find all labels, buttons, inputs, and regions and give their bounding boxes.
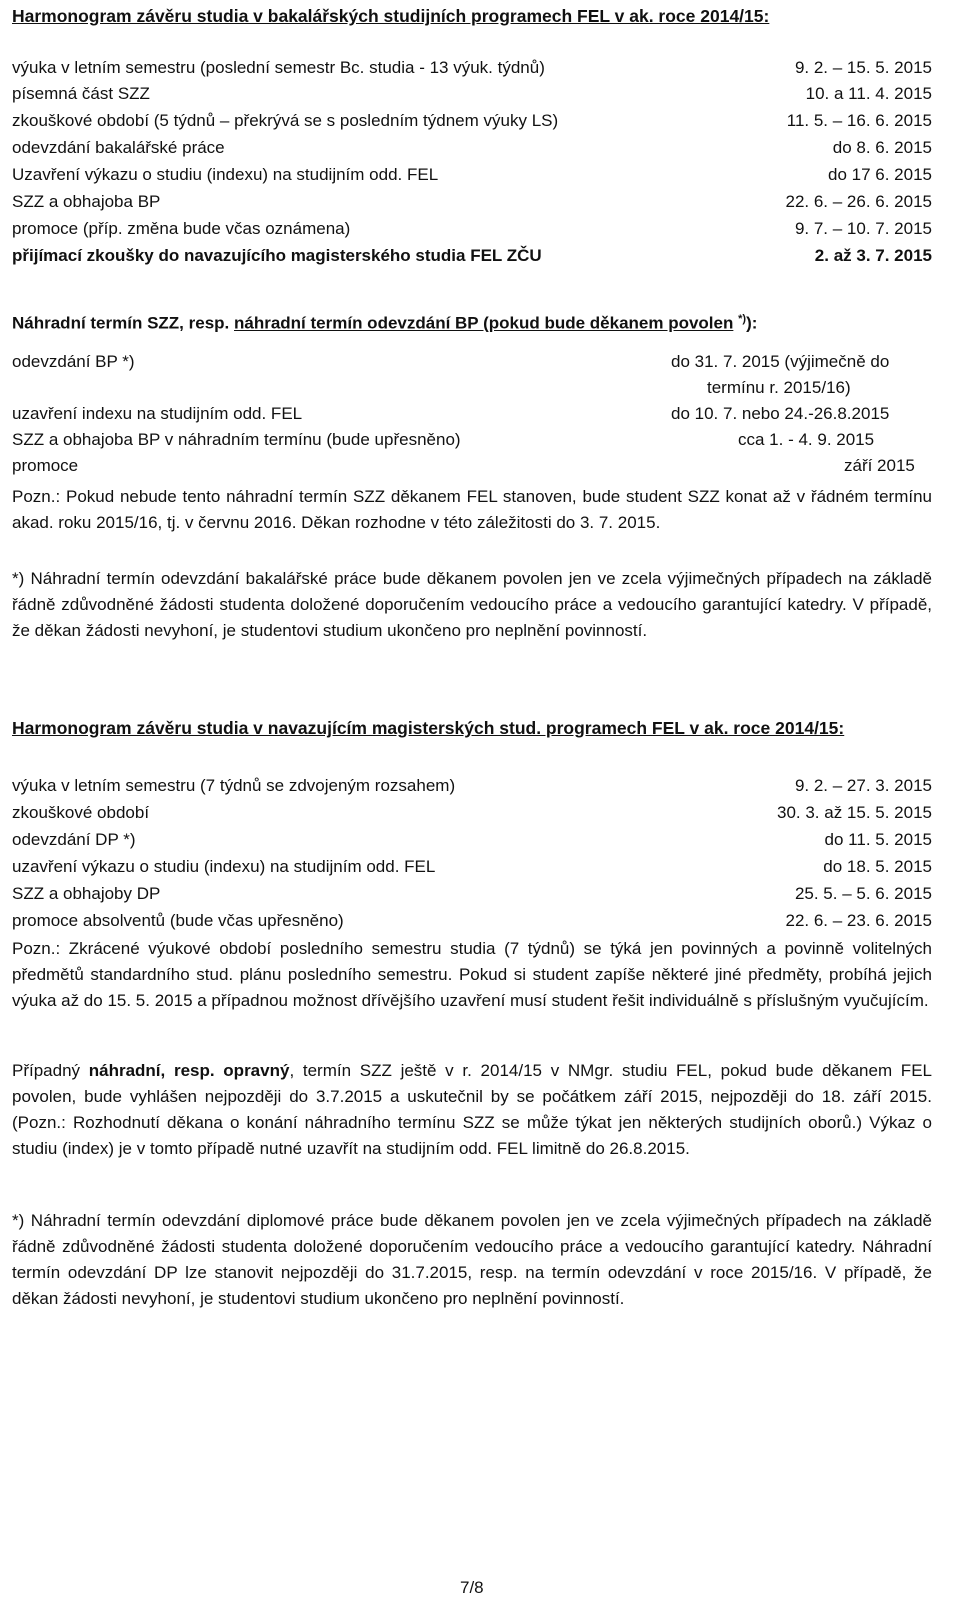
- row-date: 9. 2. – 27. 3. 2015: [794, 776, 932, 795]
- alt-term-heading: [12, 313, 932, 334]
- row-label: zkouškové období: [12, 803, 150, 822]
- schedule-row: [12, 216, 932, 242]
- row-label: zkouškové období (5 týdnů – překrývá se s posledním týdnem výuky LS): [12, 111, 559, 130]
- schedule-row: [12, 800, 932, 826]
- schedule-row: [12, 189, 932, 215]
- bc-note: Pozn.: Pokud nebude tento náhradní termín SZZ děkanem FEL stanoven, bude student SZZ konat až v řádném termínu akad. roku 2015/16, tj. v červnu 2016. Děkan rozhodne v této záležitosti do 3. 7. 2015.: [12, 487, 932, 532]
- alt-heading-suffix: ):: [746, 313, 758, 333]
- bc-section-title: Harmonogram závěru studia v bakalářských studijních programech FEL v ak. roce 2014/15:: [12, 6, 770, 26]
- row-date: září 2015: [844, 456, 915, 475]
- row-label: odevzdání BP *): [12, 352, 135, 371]
- schedule-row: [12, 108, 932, 134]
- alt-suffix: , termín SZZ ještě v r. 2014/15 v NMgr. studiu FEL, pokud bude děkanem FEL povolen, bude vyhlášen nejpozději do 3.7.2015 a uskutečnil by se počátkem září 2015, nejpozději do 18. září 2015. (Pozn.: Rozhodnutí děkana o konání náhradního termínu SZZ se může týkat jen některých studijních oborů.) Výkaz o studiu (index) je v tomto případě nutné uzavřít na studijním odd. FEL limitně do 26.8.2015.: [12, 1061, 932, 1158]
- row-label: odevzdání DP *): [12, 830, 136, 849]
- row-date: do 8. 6. 2015: [832, 138, 932, 157]
- schedule-row: [12, 135, 932, 161]
- row-date: 22. 6. – 26. 6. 2015: [785, 192, 932, 211]
- row-date: do 17 6. 2015: [828, 165, 932, 184]
- row-date: 9. 7. – 10. 7. 2015: [794, 219, 932, 238]
- alt-bold-phrase: náhradní, resp. opravný: [88, 1061, 290, 1080]
- row-label: odevzdání bakalářské práce: [12, 138, 225, 157]
- row-date: do 11. 5. 2015: [824, 830, 932, 849]
- row-date: cca 1. - 4. 9. 2015: [738, 430, 875, 449]
- alt-prefix: Případný: [12, 1061, 89, 1080]
- schedule-row: [12, 773, 932, 799]
- row-label: SZZ a obhajoba BP: [12, 192, 161, 211]
- row-label: promoce: [12, 456, 79, 475]
- alt-heading-underlined: náhradní termín odevzdání BP (pokud bude děkanem povolen: [234, 313, 734, 333]
- row-label: uzavření výkazu o studiu (indexu) na studijním odd. FEL: [12, 857, 436, 876]
- row-date: 10. a 11. 4. 2015: [805, 84, 932, 103]
- schedule-row: [12, 55, 932, 81]
- row-date: do 18. 5. 2015: [823, 857, 932, 876]
- row-label: výuka v letním semestru (7 týdnů se zdvojeným rozsahem): [12, 776, 456, 795]
- schedule-row: [12, 881, 932, 907]
- row-date: 11. 5. – 16. 6. 2015: [786, 111, 932, 130]
- row-date: 9. 2. – 15. 5. 2015: [794, 58, 932, 77]
- row-date: do 31. 7. 2015 (výjimečně do: [671, 352, 890, 371]
- row-label: písemná část SZZ: [12, 84, 150, 103]
- schedule-row: [12, 162, 932, 188]
- row-date: 25. 5. – 5. 6. 2015: [794, 884, 932, 903]
- row-label: SZZ a obhajoba BP v náhradním termínu (bude upřesněno): [12, 430, 461, 449]
- row-date: 30. 3. až 15. 5. 2015: [776, 803, 932, 822]
- bc-footnote: *) Náhradní termín odevzdání bakalářské práce bude děkanem povolen jen ve zcela výjimečných případech na základě řádně zdůvodněné žádosti studenta doložené doporučením vedoucího práce a vedoucího garantující katedry. V případě, že děkan žádosti nevyhoní, je studentovi studium ukončeno pro neplnění povinností.: [12, 569, 932, 640]
- mgr-footnote: *) Náhradní termín odevzdání diplomové práce bude děkanem povolen jen ve zcela výjimečných případech na základě řádně zdůvodněné žádosti studenta doložené doporučením vedoucího práce a vedoucího garantující katedry. Náhradní termín odevzdání DP lze stanovit nejpozději do 31.7.2015, resp. na termín odevzdání v roce 2015/16. V případě, že děkan žádosti nevyhoní, je studentovi studium ukončeno pro neplnění povinností.: [12, 1211, 932, 1308]
- schedule-row: [12, 854, 932, 880]
- schedule-row: [12, 827, 932, 853]
- row-label: promoce (příp. změna bude včas oznámena): [12, 219, 351, 238]
- row-date: 22. 6. – 23. 6. 2015: [785, 911, 932, 930]
- mgr-section-title: Harmonogram závěru studia v navazujícím magisterských stud. programech FEL v ak. roce 2014/15:: [12, 718, 845, 738]
- schedule-row: [12, 81, 932, 107]
- row-label: SZZ a obhajoby DP: [12, 884, 161, 903]
- footnote-marker: *): [738, 313, 747, 325]
- row-date: 2. až 3. 7. 2015: [814, 246, 932, 265]
- row-date: do 10. 7. nebo 24.-26.8.2015: [671, 404, 890, 423]
- schedule-row: [12, 243, 932, 269]
- alt-heading-prefix: Náhradní termín SZZ, resp.: [12, 313, 234, 333]
- schedule-row: [12, 908, 932, 934]
- row-label: uzavření indexu na studijním odd. FEL: [12, 404, 303, 423]
- row-label: přijímací zkoušky do navazujícího magisterského studia FEL ZČU: [12, 246, 542, 265]
- row-label: promoce absolventů (bude včas upřesněno): [12, 911, 344, 930]
- mgr-alt-term-paragraph: [12, 1058, 932, 1162]
- row-label: výuka v letním semestru (poslední semestr Bc. studia - 13 výuk. týdnů): [12, 58, 545, 77]
- row-date: termínu r. 2015/16): [707, 378, 851, 397]
- row-label: Uzavření výkazu o studiu (indexu) na studijním odd. FEL: [12, 165, 439, 184]
- mgr-note: Pozn.: Zkrácené výukové období posledního semestru studia (7 týdnů) se týká jen povinných a povinně volitelných předmětů standardního stud. plánu posledního semestru. Pokud si student zapíše některé jiné předměty, probíhá jejich výuka až do 15. 5. 2015 a případnou možnost dřívějšího uzavření musí student řešit individuálně s příslušným vyučujícím.: [12, 939, 932, 1010]
- page-number: 7/8: [460, 1578, 484, 1597]
